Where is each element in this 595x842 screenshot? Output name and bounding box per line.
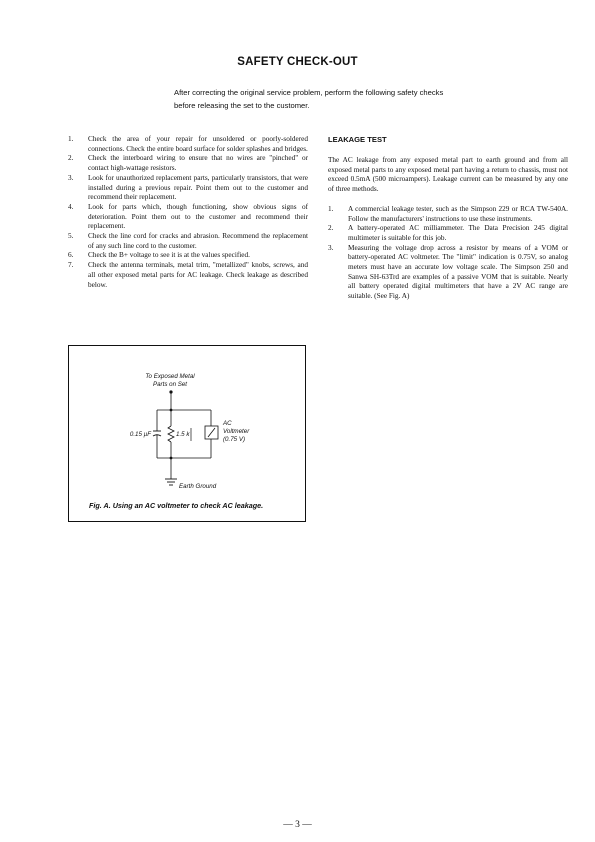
list-item-number: 3.: [328, 243, 334, 252]
probe-terminal: [169, 390, 172, 393]
list-item-number: 2.: [68, 154, 74, 163]
list-item-text: A battery-operated AC milliammeter. The Data Precision 245 digital multimeter is suitable for this job.: [348, 224, 568, 242]
list-item-number: 4.: [68, 202, 74, 211]
leakage-method-item: [328, 244, 568, 302]
ground-label: Earth Ground: [179, 483, 217, 490]
label-exposed-metal-line2: Parts on Set: [152, 381, 188, 388]
leakage-test-heading: LEAKAGE TEST: [328, 135, 387, 144]
list-item-text: Check the B+ voltage to see it is at the values specified.: [88, 251, 250, 260]
voltmeter-label-line2: Voltmeter: [223, 428, 250, 435]
capacitor-label: 0.15 µF: [129, 431, 151, 438]
checklist-item: [68, 154, 308, 173]
checklist-item: [68, 232, 308, 251]
list-item-text: Measuring the voltage drop across a resistor by means of a VOM or battery-operated AC voltmeter. The "limit" indication is 0.75V, so analog meters must have an accurate low voltage scale. The Simpson 250 and Sanwa SH-63Trd are examples of a passive VOM that is suitable. Nearly all battery operated digital multimeters that have a 2V AC range are suitable. (See Fig. A): [348, 243, 568, 301]
leakage-test-paragraph: The AC leakage from any exposed metal part to earth ground and from all exposed metal parts to any exposed metal part having a return to chassis, must not exceed 0.5mA (500 microampers). Leakage current can be measured by any one of three methods.: [328, 156, 568, 194]
list-item-text: A commercial leakage tester, such as the Simpson 229 or RCA TW-540A. Follow the manufacturers' instructions to use these instruments.: [348, 204, 568, 223]
leakage-method-item: [328, 205, 568, 224]
safety-checklist: [68, 135, 308, 290]
leakage-test-section: [328, 135, 568, 302]
checklist-item: [68, 203, 308, 232]
list-item-text: Look for unauthorized replacement parts, particularly transistors, that were installed during a previous repair. Point them out to the customer and recommend their replacement.: [88, 173, 308, 202]
leakage-methods-list: [328, 205, 568, 302]
intro-text: After correcting the original service problem, perform the following safety checks before releasing the set to the customer.: [174, 88, 444, 110]
list-item-number: 7.: [68, 261, 74, 270]
checklist-item: [68, 174, 308, 203]
checklist-item: [68, 135, 308, 154]
voltmeter-label-line3: (0.75 V): [223, 436, 246, 443]
figure-a-box: [68, 345, 306, 522]
page-title: SAFETY CHECK-OUT: [237, 56, 358, 68]
list-item-number: 2.: [328, 224, 334, 233]
page-number: — 3 —: [283, 820, 312, 830]
list-item-number: 1.: [68, 135, 74, 143]
resistor-symbol: [168, 426, 174, 442]
list-item-text: Check the line cord for cracks and abrasion. Recommend the replacement of any such line cord to the customer.: [88, 232, 308, 250]
checklist-item: [68, 251, 308, 261]
list-item-text: Check the antenna terminals, metal trim, "metallized" knobs, screws, and all other exposed metal parts for AC leakage. Check leakage as described below.: [88, 261, 308, 289]
list-item-number: 6.: [68, 251, 74, 260]
leakage-method-item: [328, 224, 568, 243]
list-item-text: Check the interboard wiring to ensure that no wires are "pinched" or contact high-wattage resistors.: [88, 154, 308, 173]
resistor-label: 1.5 k: [176, 431, 190, 438]
figure-caption: Fig. A. Using an AC voltmeter to check AC leakage.: [89, 501, 264, 510]
leakage-circuit-diagram: [69, 346, 307, 523]
list-item-text: Look for parts which, though functioning, show obvious signs of deterioration. Point them out to the customer and recommend their replacement.: [88, 202, 308, 231]
voltmeter-label-line1: AC: [223, 420, 232, 427]
list-item-number: 1.: [328, 204, 334, 213]
list-item-text: Check the area of your repair for unsoldered or poorly-soldered connections. Check the entire board surface for solder splashes and bridges.: [88, 135, 308, 153]
checklist-item: [68, 261, 308, 290]
label-exposed-metal-line1: To Exposed Metal: [145, 373, 195, 380]
list-item-number: 5.: [68, 232, 74, 241]
list-item-number: 3.: [68, 173, 74, 182]
